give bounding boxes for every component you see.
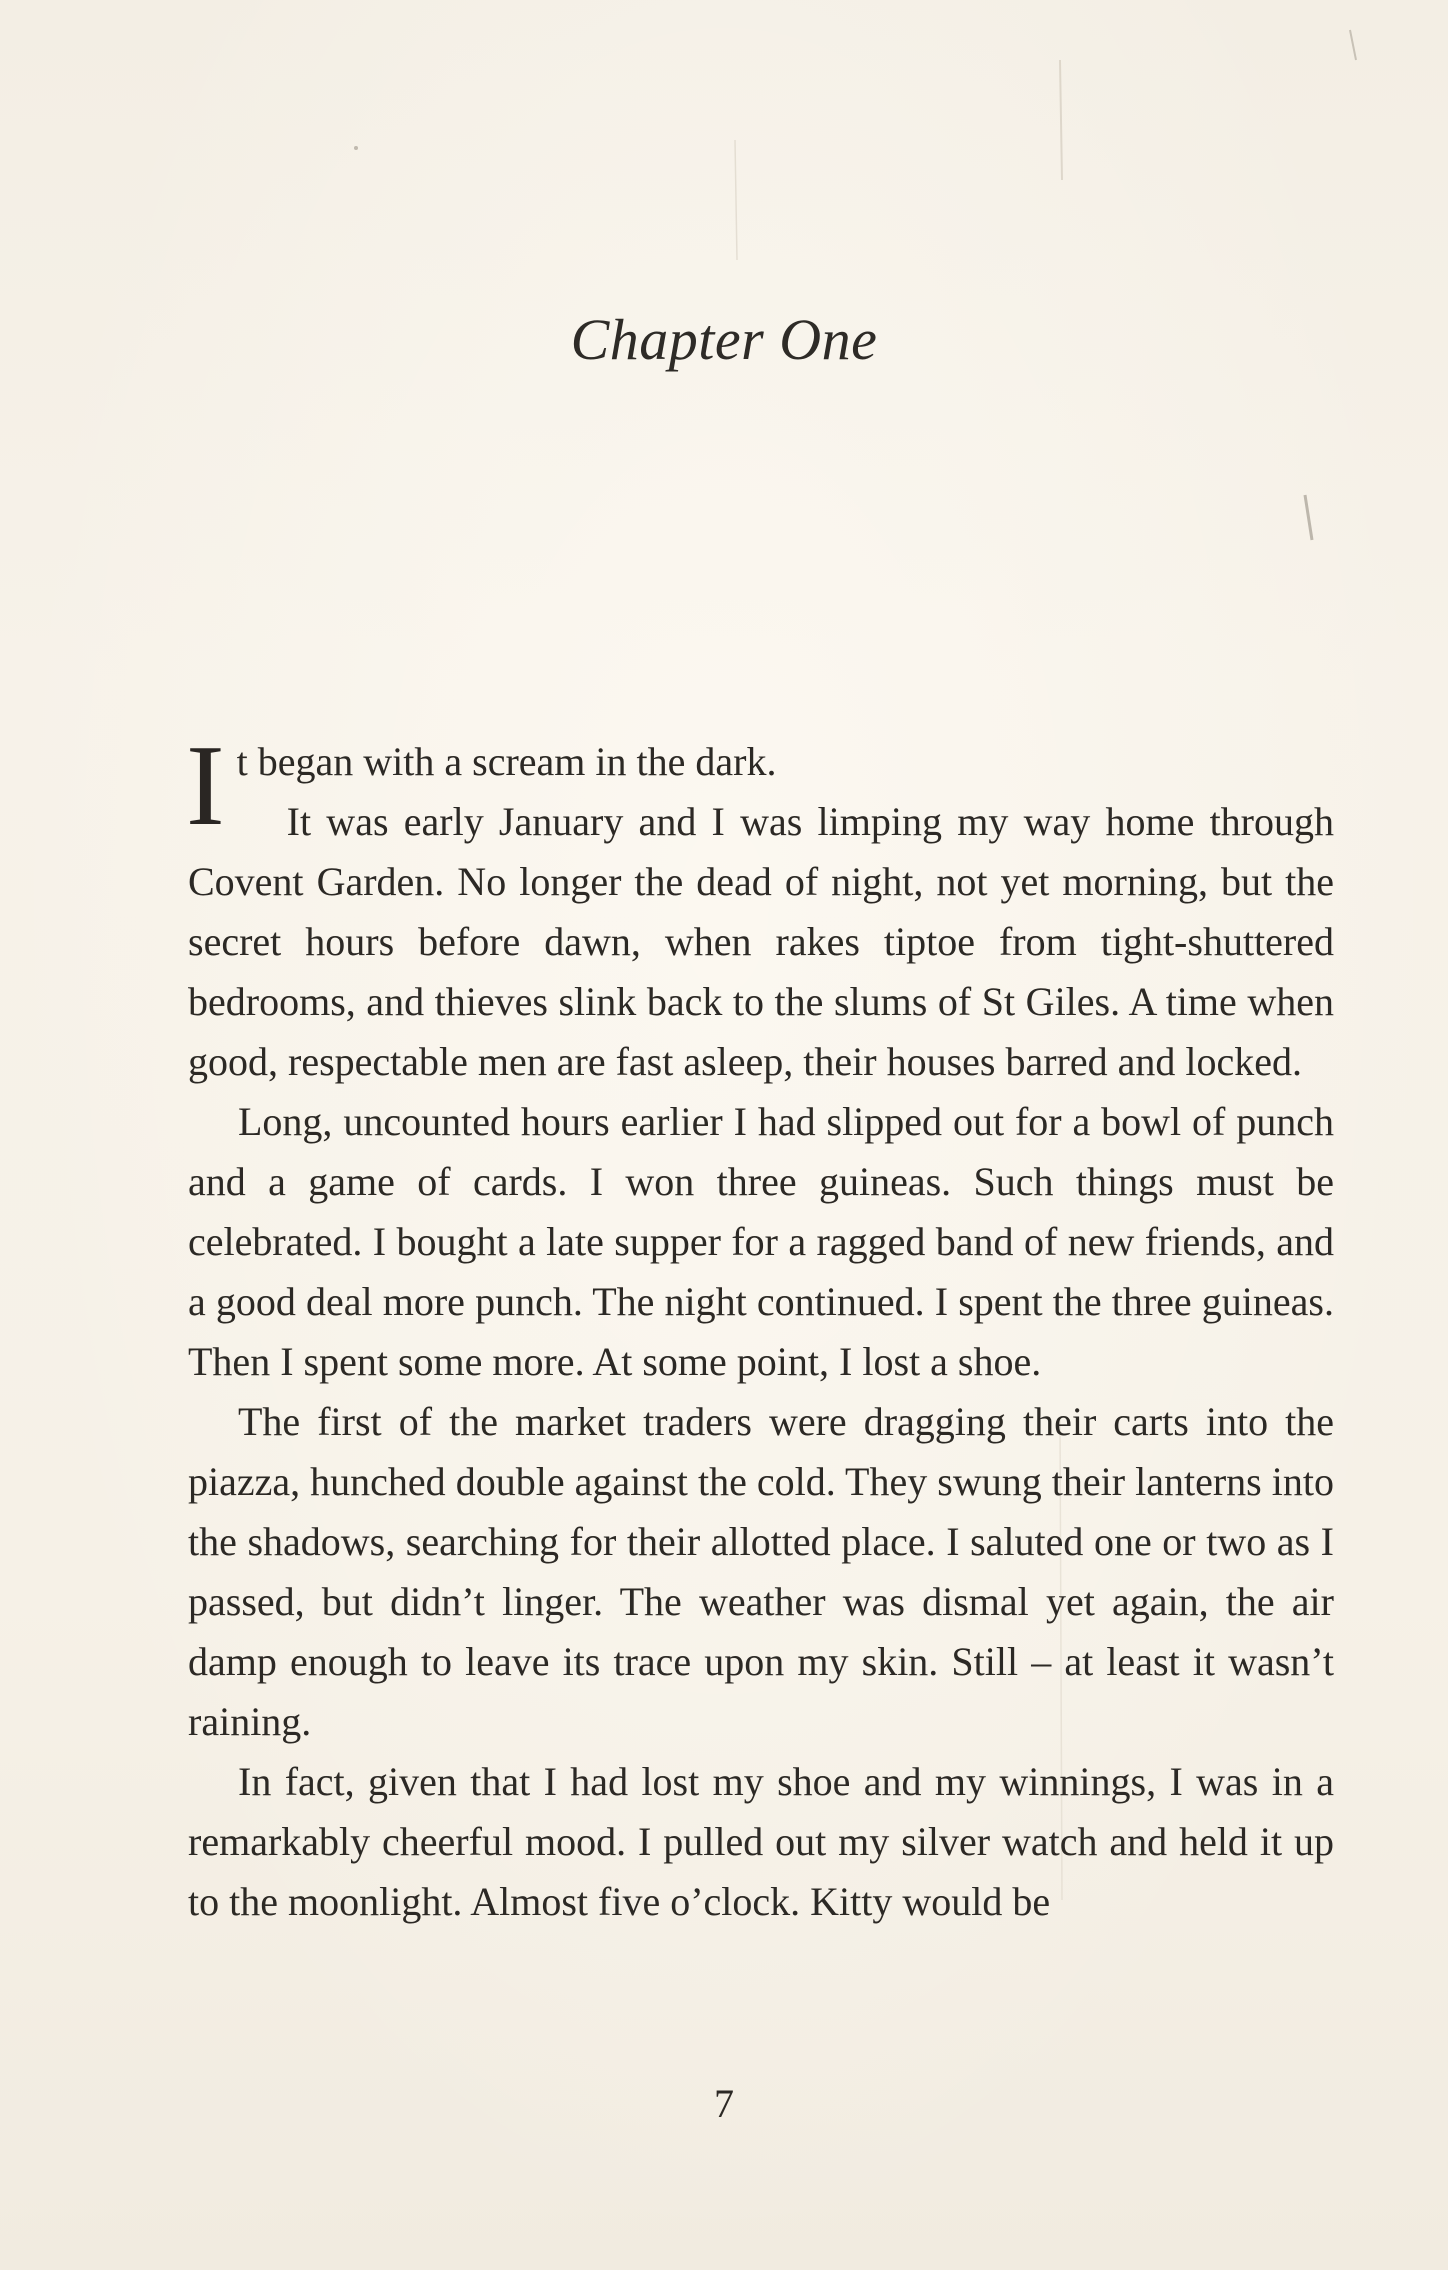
chapter-title: Chapter One: [570, 307, 878, 372]
paragraph-3: Long, uncounted hours earlier I had slipped out for a bowl of punch and a game of cards. I won three guineas. Such things must be celebrated. I bought a late supper for a ragged band of new friends, and a good deal more punch. The night continued. I spent the three guineas. Then I spent some more. At some point, I lost a shoe.: [188, 1099, 1334, 1384]
paragraph-1: [186, 722, 1334, 850]
paragraph-1-text: t began with a scream in the dark.: [236, 739, 777, 784]
paragraph-4: The first of the market traders were dragging their carts into the piazza, hunched double against the cold. They swung their lanterns into the shadows, searching for their allotted place. I saluted one or two as I passed, but didn’t linger. The weather was dismal yet again, the air damp enough to leave its trace upon my skin. Still – at least it wasn’t raining.: [188, 1399, 1334, 1744]
paragraph-5: In fact, given that I had lost my shoe and my winnings, I was in a remarkably cheerful mood. I pulled out my silver watch and held it up to the moonlight. Almost five o’clock. Kitty would be: [188, 1759, 1334, 1924]
paragraph-2: It was early January and I was limping my way home through Covent Garden. No longer the dead of night, not yet morning, but the secret hours before dawn, when rakes tiptoe from tight-shuttered bedrooms, and thieves slink back to the slums of St Giles. A time when good, respectable men are fast asleep, their houses barred and locked.: [188, 799, 1334, 1084]
page-number: 7: [714, 2081, 734, 2126]
drop-cap: I: [186, 722, 225, 850]
chapter-body: [186, 722, 1334, 1932]
